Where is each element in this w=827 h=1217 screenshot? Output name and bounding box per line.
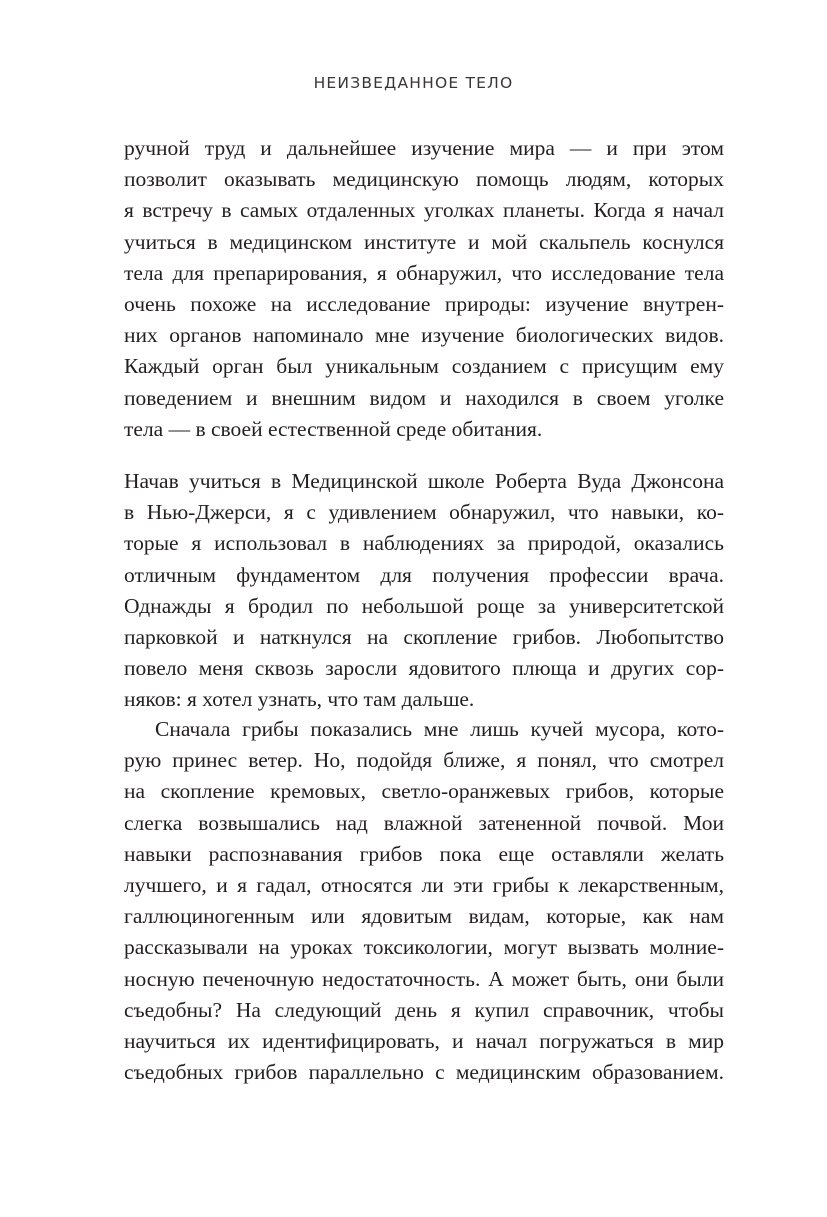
text-line: навыки распознавания грибов пока еще оставляли желать (124, 841, 724, 866)
text-line: рую принес ветер. Но, подойдя ближе, я понял, что смотрел (124, 748, 724, 773)
text-line: съедобны? На следующий день я купил справочник, чтобы (124, 997, 724, 1022)
text-line: позволит оказывать медицинскую помощь людям, которых (124, 167, 724, 192)
text-line: Начав учиться в Медицинской школе Роберта Вуда Джонсона (124, 469, 724, 493)
text-line: на скопление кремовых, светло-оранжевых грибов, которые (124, 779, 724, 804)
text-line: в Нью-Джерси, я с удивлением обнаружил, что навыки, ко- (124, 500, 724, 525)
text-line: них органов напоминало мне изучение биологических видов. (124, 323, 724, 348)
text-line: съедобных грибов параллельно с медицинским образованием. (124, 1060, 724, 1085)
text-line: няков: я хотел узнать, что там дальше. (124, 687, 475, 712)
text-line: рассказывали на уроках токсикологии, могут вызвать молние- (124, 935, 724, 960)
paragraph-2 (124, 466, 724, 716)
text-line: повело меня сквозь заросли ядовитого плюща и других сор- (124, 656, 724, 681)
text-line: галлюциногенным или ядовитым видам, которые, как нам (124, 904, 724, 929)
text-line: тела — в своей естественной среде обитания. (124, 416, 543, 441)
text-line: Однажды я бродил по небольшой роще за университетской (124, 593, 724, 618)
text-line: поведением и внешним видом и находился в своем уголке (124, 385, 724, 410)
text-line: учиться в медицинском институте и мой скальпель коснулся (124, 229, 724, 254)
text-line: я встречу в самых отдаленных уголках планеты. Когда я начал (124, 198, 724, 223)
paragraph-1 (124, 133, 724, 445)
text-line: лучшего, и я гадал, относятся ли эти грибы к лекарственным, (124, 872, 724, 897)
running-head: НЕИЗВЕДАННОЕ ТЕЛО (313, 74, 514, 92)
text-line: парковкой и наткнулся на скопление грибов. Любопытство (124, 624, 724, 649)
text-line: ручной труд и дальнейшее изучение мира — и при этом (124, 136, 724, 160)
text-line: Сначала грибы показались мне лишь кучей мусора, кото- (155, 717, 724, 741)
text-line: научиться их идентифицировать, и начал погружаться в мир (124, 1028, 724, 1053)
text-line: торые я использовал в наблюдениях за природой, оказались (124, 531, 724, 556)
paragraph-3 (124, 714, 724, 1088)
text-line: слегка возвышались над влажной затененной почвой. Мои (124, 810, 724, 835)
text-line: очень похоже на исследование природы: изучение внутрен- (124, 291, 724, 316)
text-line: отличным фундаментом для получения профессии врача. (124, 562, 724, 587)
text-line: Каждый орган был уникальным созданием с присущим ему (124, 354, 724, 379)
text-line: носную печеночную недостаточность. А может быть, они были (124, 966, 724, 991)
text-line: тела для препарирования, я обнаружил, что исследование тела (124, 260, 724, 285)
